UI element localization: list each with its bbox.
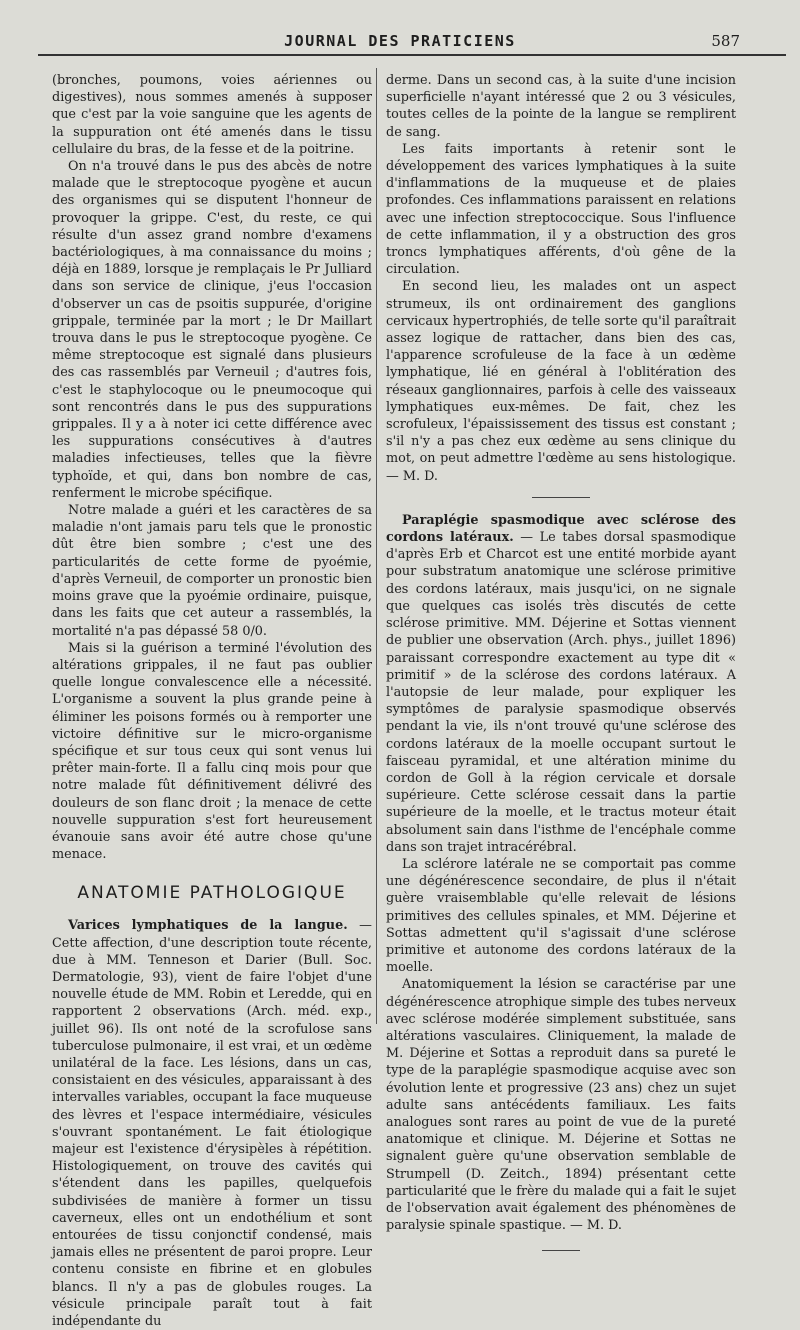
paragraph: Notre malade a guéri et les caractères de sa maladie n'ont jamais paru tels que le pronostic dût être bien sombre ; c'est une des particularités de cette forme de pyoémie, d'après Verneuil, de comporter un pronostic bien moins grave que la pyoémie ordinaire, puisque, dans les faits que cet auteur a rassemblés, la mortalité n'a pas dépassé 58 0/0.: [52, 503, 372, 639]
left-column: [52, 72, 372, 1330]
end-rule: [542, 1250, 580, 1251]
column-divider: [376, 68, 377, 1024]
article-text: — Cette affection, d'une description toute récente, due à MM. Tenneson et Darier (Bull. Soc. Dermatologie, 93), vient de faire l'objet d'une nouvelle étude de MM. Robin et Leredde, qui en rapportent 2 observations (Arch. méd. exp., juillet 96). Ils ont noté de la scrofulose sans tuberculose pulmonaire, il est vrai, et un œdème unilatéral de la face. Les lésions, dans un cas, consistaient en des vésicules, apparaissant à des intervalles variables, occupant la face muqueuse des lèvres et l'espace intermédiaire, vésicules s'ouvrant spontanément. Le fait étiologique majeur est l'existence d'érysipèles à répétition. Histologiquement, on trouve des cavités qui s'étendent dans les papilles, quelquefois subdivisées de manière à former un tissu caverneux, elles ont un endothélium et sont entourées de tissu conjonctif condensé, mais jamais elles ne présentent de paroi propre. Leur contenu consiste en fibrine et en globules blancs. Il n'y a pas de globules rouges. La vésicule principale paraît tout à fait indépendante du: [52, 918, 372, 1330]
running-title: JOURNAL DES PRATICIENS: [284, 32, 516, 50]
paragraph: Anatomiquement la lésion se caractérise par une dégénérescence atrophique simple des tubes nerveux avec sclérose modérée simplement substituée, sans altérations vasculaires. Cliniquement, la malade de M. Déjerine et Sottas a reproduit dans sa pureté le type de la paraplégie spasmodique acquise avec son évolution lente et progressive (23 ans) chez un sujet adulte sans antécédents familiaux. Les faits analogues sont rares au point de vue de la pureté anatomique et clinique. M. Déjerine et Sottas ne signalent guère qu'une observation semblable de Strumpell (D. Zeitch., 1894) présentant cette particularité que le frère du malade qui a fait le sujet de l'observation avait également des phénomènes de paralysie spinale spastique. — M. D.: [386, 977, 736, 1234]
right-column: [386, 72, 736, 1251]
paragraph: Mais si la guérison a terminé l'évolution des altérations grippales, il ne faut pas oublier quelle longue convalescence elle a nécessité. L'organisme a souvent la plus grande peine à éliminer les poisons formés ou à remporter une victoire définitive sur le micro-organisme spécifique et sur tous ceux qui sont venus lui prêter main-forte. Il a fallu cinq mois pour que notre malade fût définitivement délivré des douleurs de son flanc droit ; la menace de cette nouvelle suppuration s'est fort heureusement évanouie sans avoir été autre chose qu'une menace.: [52, 640, 372, 863]
header-rule: [38, 54, 786, 56]
paragraph: (bronches, poumons, voies aériennes ou digestives), nous sommes amenés à supposer que c'est par la voie sanguine que les agents de la suppuration ont été amenés dans le tissu cellulaire du bras, de la fesse et de la poitrine.: [52, 73, 372, 157]
page-header: [0, 32, 800, 50]
section-heading: ANATOMIE PATHOLOGIQUE: [77, 883, 347, 904]
article-paraplegie: [386, 512, 736, 856]
article-varices: [52, 917, 372, 1330]
article-title: Varices lymphatiques de la langue.: [68, 918, 348, 934]
paragraph: derme. Dans un second cas, à la suite d'une incision superficielle n'ayant intéressé que 2 ou 3 vésicules, toutes celles de la pointe de la langue se remplirent de sang.: [386, 73, 736, 140]
article-separator: [532, 497, 590, 498]
page-number: 587: [711, 32, 740, 50]
paragraph: Les faits importants à retenir sont le développement des varices lymphatiques à la suite d'inflammations de la muqueuse et de plaies profondes. Ces inflammations paraissent en relations avec une infection streptococcique. Sous l'influence de cette inflammation, il y a obstruction des gros troncs lymphatiques afférents, d'où gêne de la circulation.: [386, 141, 736, 278]
article-title: Paraplégie spasmodique avec sclérose des cordons latéraux.: [386, 512, 736, 546]
article-text: — Le tabes dorsal spasmodique d'après Erb et Charcot est une entité morbide ayant pour substratum anatomique une sclérose primitive des cordons latéraux, mais jusqu'ici, on ne signale que quelques cas isolés très discutés de cette sclérose primitive. MM. Déjerine et Sottas viennent de publier une observation (Arch. phys., juillet 1896) paraissant correspondre exactement au type dit « primitif » de la sclérose des cordons latéraux. A l'autopsie de leur malade, pour expliquer les symptômes de paralysie spasmodique observés pendant la vie, ils n'ont trouvé qu'une sclérose des cordons latéraux de la moelle occupant surtout le faisceau pyramidal, et une altération minime du cordon de Goll à la région cervicale et dorsale supérieure. Cette sclérose cessait dans la partie supérieure de la moelle, et le tractus moteur était absolument sain dans l'isthme de l'encéphale comme dans son trajet intracérébral.: [386, 530, 736, 855]
paragraph: On n'a trouvé dans le pus des abcès de notre malade que le streptocoque pyogène et aucun des organismes qui se disputent l'honneur de provoquer la grippe. C'est, du reste, ce qui résulte d'un assez grand nombre d'examens bactériologiques, à ma connaissance du moins ; déjà en 1889, lorsque je remplaçais le Pr Julliard dans son service de clinique, j'eus l'occasion d'observer un cas de psoitis suppurée, d'origine grippale, terminée par la mort ; le Dr Maillart trouva dans le pus le streptocoque pyogène. Ce même streptocoque est signalé dans plusieurs des cas rassemblés par Verneuil ; d'autres fois, c'est le staphylocoque ou le pneumocoque qui sont rencontrés dans le pus des suppurations grippales. Il y a à noter ici cette différence avec les suppurations consécutives à d'autres maladies infectieuses, telles que la fièvre typhoïde, et qui, dans bon nombre de cas, renferment le microbe spécifique.: [52, 159, 372, 501]
paragraph: En second lieu, les malades ont un aspect strumeux, ils ont ordinairement des ganglions cervicaux hypertrophiés, de telle sorte qu'il paraîtrait assez logique de rattacher, dans bien des cas, l'apparence scrofuleuse de la face à un œdème lymphatique, lié en général à l'oblitération des réseaux ganglionnaires, parfois à celle des vaisseaux lymphatiques eux-mêmes. De fait, chez les scrofuleux, l'épaississement des tissus est constant ; s'il n'y a pas chez eux œdème au sens clinique du mot, on peut admettre l'œdème au sens histologique. — M. D.: [386, 279, 736, 484]
paragraph: La sclérore latérale ne se comportait pas comme une dégénérescence secondaire, de plus il n'était guère vraisemblable qu'elle relevait de lésions primitives des cellules spinales, et MM. Déjerine et Sottas admettent qu'il s'agissait d'une sclérose primitive et autonome des cordons latéraux de la moelle.: [386, 856, 736, 976]
